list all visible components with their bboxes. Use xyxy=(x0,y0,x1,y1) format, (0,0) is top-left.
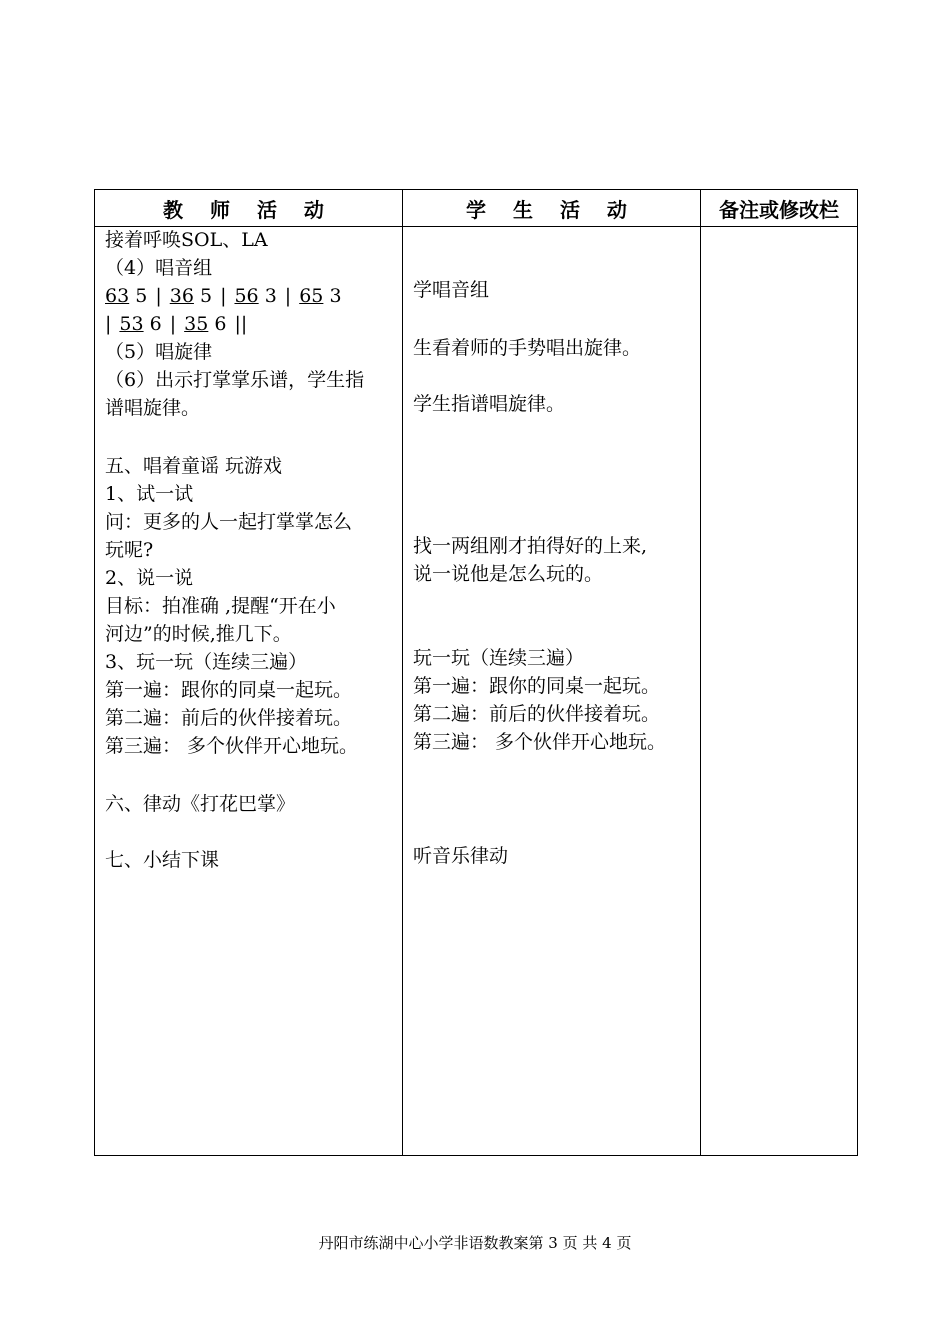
note-group: 63 xyxy=(105,285,130,307)
teacher-line: 3、玩一玩（连续三遍） xyxy=(105,651,308,673)
teacher-line: 第二遍：前后的伙伴接着玩。 xyxy=(105,707,353,729)
student-line: 说一说他是怎么玩的。 xyxy=(413,563,604,585)
teacher-line: 接着呼唤SOL、LA xyxy=(105,229,268,251)
teacher-line: （4）唱音组 xyxy=(105,257,213,279)
header-remarks: 备注或修改栏 xyxy=(701,190,858,227)
teacher-line: （5）唱旋律 xyxy=(105,341,213,363)
note: 6 xyxy=(149,313,162,335)
teacher-line: 玩呢? xyxy=(105,539,154,561)
note-group: 36 xyxy=(169,285,194,307)
teacher-line: 谱唱旋律。 xyxy=(105,397,201,419)
barline: | xyxy=(155,285,162,307)
teacher-activity-cell xyxy=(95,227,403,1156)
content-row xyxy=(95,227,858,1156)
student-line: 第一遍：跟你的同桌一起玩。 xyxy=(413,675,661,697)
section-heading: 五、唱着童谣 玩游戏 xyxy=(105,455,283,477)
section-heading: 六、律动《打花巴掌》 xyxy=(105,793,296,815)
teacher-line: 第三遍： 多个伙伴开心地玩。 xyxy=(105,735,359,757)
student-line: 第三遍： 多个伙伴开心地玩。 xyxy=(413,731,667,753)
header-teacher-activity: 教 师 活 动 xyxy=(95,190,403,227)
music-notes-row-2 xyxy=(105,311,255,338)
music-notes-row-1 xyxy=(105,283,342,310)
remarks-cell xyxy=(701,227,858,1156)
note: 5 xyxy=(135,285,148,307)
teacher-line: 1、试一试 xyxy=(105,483,194,505)
student-line: 生看着师的手势唱出旋律。 xyxy=(413,337,642,359)
barline: | xyxy=(284,285,292,307)
student-line: 第二遍：前后的伙伴接着玩。 xyxy=(413,703,661,725)
note: 5 xyxy=(199,285,213,307)
teacher-line: 2、说一说 xyxy=(105,567,194,589)
section-heading: 七、小结下课 xyxy=(105,849,220,871)
student-activity-cell xyxy=(403,227,701,1156)
student-line: 找一两组刚才拍得好的上来, xyxy=(413,535,648,557)
note-group: 53 xyxy=(119,313,144,335)
teacher-line: （6）出示打掌掌乐谱，学生指 xyxy=(105,369,365,391)
header-student-activity: 学 生 活 动 xyxy=(403,190,701,227)
double-barline: || xyxy=(234,313,248,335)
teacher-line: 问：更多的人一起打掌掌怎么 xyxy=(105,511,353,533)
note: 6 xyxy=(214,313,227,335)
barline: | xyxy=(169,313,177,335)
teacher-line: 第一遍：跟你的同桌一起玩。 xyxy=(105,679,353,701)
note: 3 xyxy=(329,285,342,307)
note: 3 xyxy=(264,285,277,307)
note-group: 56 xyxy=(234,285,259,307)
header-row xyxy=(95,190,858,227)
student-line: 听音乐律动 xyxy=(413,845,509,867)
student-line: 玩一玩（连续三遍） xyxy=(413,647,585,669)
student-line: 学生指谱唱旋律。 xyxy=(413,393,566,415)
barline: | xyxy=(105,313,112,335)
page-footer: 丹阳市练湖中心小学非语数教案第 3 页 共 4 页 xyxy=(318,1234,632,1252)
teacher-line: 目标：拍准确 ,提醒“开在小 xyxy=(105,595,336,617)
lesson-plan-table xyxy=(94,189,858,1156)
teacher-line: 河边”的时候,推几下。 xyxy=(105,623,292,645)
note-group: 65 xyxy=(299,285,324,307)
barline: | xyxy=(220,285,227,307)
student-line: 学唱音组 xyxy=(413,279,490,301)
note-group: 35 xyxy=(184,313,209,335)
